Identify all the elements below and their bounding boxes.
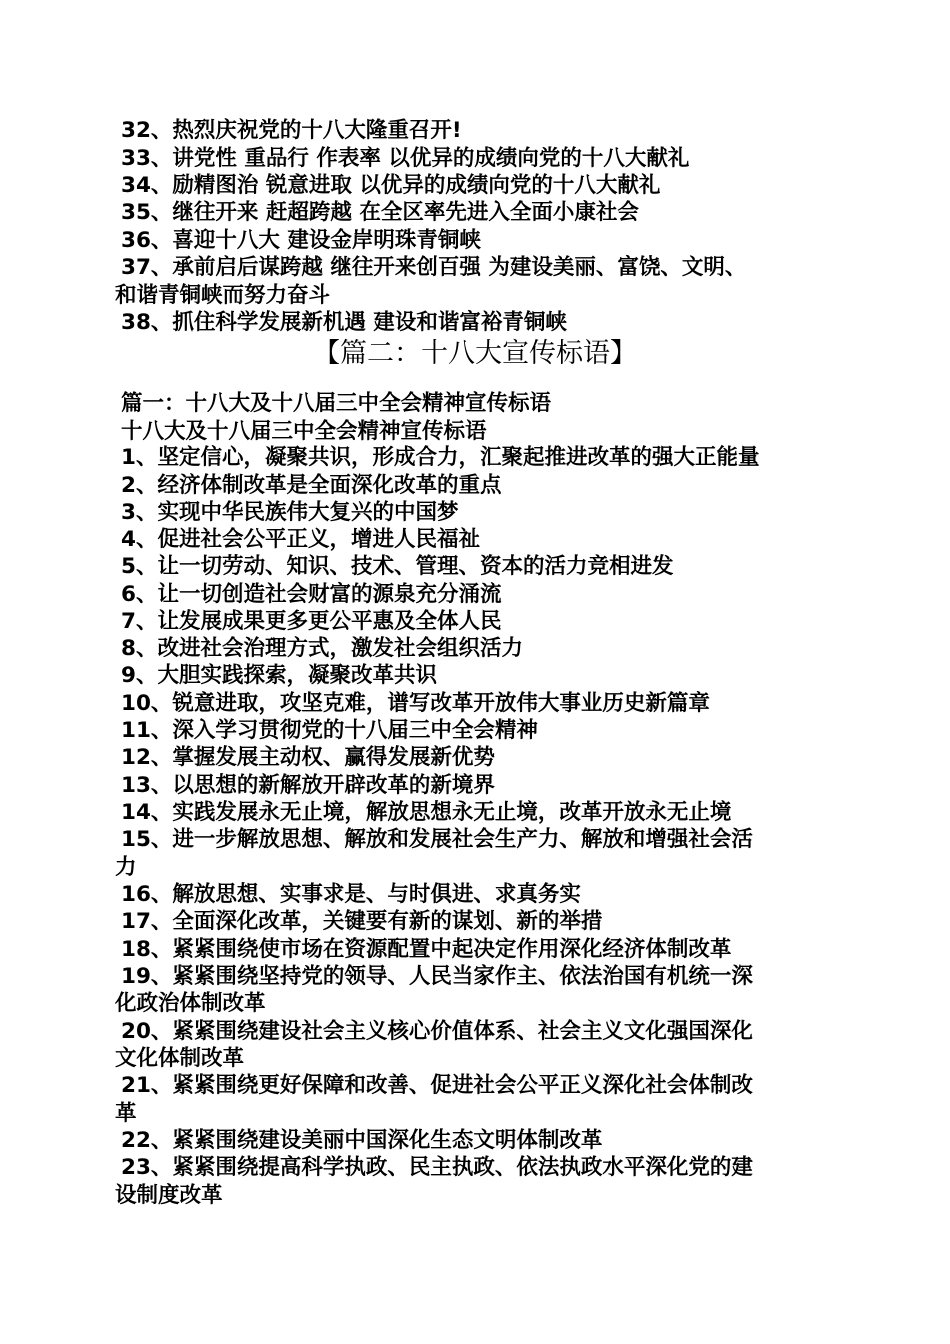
slogan-21-continued: 革 — [115, 1101, 137, 1126]
subtitle-slogans: 十八大及十八届三中全会精神宣传标语 — [121, 419, 487, 444]
slogan-19-continued: 化政治体制改革 — [115, 991, 266, 1016]
slogan-3: 3、实现中华民族伟大复兴的中国梦 — [121, 500, 459, 525]
slogan-37: 37、承前启后谋跨越 继往开来创百强 为建设美丽、富饶、文明、 — [121, 255, 747, 280]
slogan-20: 20、紧紧围绕建设社会主义核心价值体系、社会主义文化强国深化 — [121, 1019, 753, 1044]
slogan-33: 33、讲党性 重品行 作表率 以优异的成绩向党的十八大献礼 — [121, 146, 690, 171]
slogan-5: 5、让一切劳动、知识、技术、管理、资本的活力竞相进发 — [121, 554, 674, 579]
slogan-15-continued: 力 — [115, 855, 137, 880]
section-heading: 【篇二：十八大宣传标语】 — [313, 338, 637, 369]
slogan-23-continued: 设制度改革 — [115, 1183, 223, 1208]
slogan-17: 17、全面深化改革，关键要有新的谋划、新的举措 — [121, 909, 603, 934]
slogan-16: 16、解放思想、实事求是、与时俱进、求真务实 — [121, 882, 581, 907]
slogan-21: 21、紧紧围绕更好保障和改善、促进社会公平正义深化社会体制改 — [121, 1073, 753, 1098]
slogan-34: 34、励精图治 锐意进取 以优异的成绩向党的十八大献礼 — [121, 173, 661, 198]
slogan-37-continued: 和谐青铜峡而努力奋斗 — [115, 283, 331, 308]
slogan-19: 19、紧紧围绕坚持党的领导、人民当家作主、依法治国有机统一深 — [121, 964, 753, 989]
slogan-20-continued: 文化体制改革 — [115, 1046, 245, 1071]
slogan-1: 1、坚定信心，凝聚共识，形成合力，汇聚起推进改革的强大正能量 — [121, 445, 760, 470]
slogan-9: 9、大胆实践探索，凝聚改革共识 — [121, 663, 437, 688]
slogan-2: 2、经济体制改革是全面深化改革的重点 — [121, 473, 502, 498]
slogan-8: 8、改进社会治理方式，激发社会组织活力 — [121, 636, 523, 661]
subtitle-part-one: 篇一：十八大及十八届三中全会精神宣传标语 — [121, 391, 552, 416]
slogan-12: 12、掌握发展主动权、赢得发展新优势 — [121, 745, 495, 770]
slogan-35: 35、继往开来 赶超跨越 在全区率先进入全面小康社会 — [121, 200, 639, 225]
slogan-15: 15、进一步解放思想、解放和发展社会生产力、解放和增强社会活 — [121, 827, 753, 852]
slogan-4: 4、促进社会公平正义，增进人民福祉 — [121, 527, 480, 552]
slogan-38: 38、抓住科学发展新机遇 建设和谐富裕青铜峡 — [121, 310, 567, 335]
slogan-11: 11、深入学习贯彻党的十八届三中全会精神 — [121, 718, 538, 743]
slogan-6: 6、让一切创造社会财富的源泉充分涌流 — [121, 582, 502, 607]
slogan-13: 13、以思想的新解放开辟改革的新境界 — [121, 773, 495, 798]
slogan-14: 14、实践发展永无止境，解放思想永无止境，改革开放永无止境 — [121, 800, 732, 825]
slogan-32: 32、热烈庆祝党的十八大隆重召开! — [121, 118, 462, 143]
slogan-22: 22、紧紧围绕建设美丽中国深化生态文明体制改革 — [121, 1128, 603, 1153]
slogan-10: 10、锐意进取，攻坚克难，谱写改革开放伟大事业历史新篇章 — [121, 691, 710, 716]
slogan-7: 7、让发展成果更多更公平惠及全体人民 — [121, 609, 502, 634]
slogan-23: 23、紧紧围绕提高科学执政、民主执政、依法执政水平深化党的建 — [121, 1155, 753, 1180]
slogan-18: 18、紧紧围绕使市场在资源配置中起决定作用深化经济体制改革 — [121, 937, 732, 962]
slogan-36: 36、喜迎十八大 建设金岸明珠青铜峡 — [121, 228, 481, 253]
